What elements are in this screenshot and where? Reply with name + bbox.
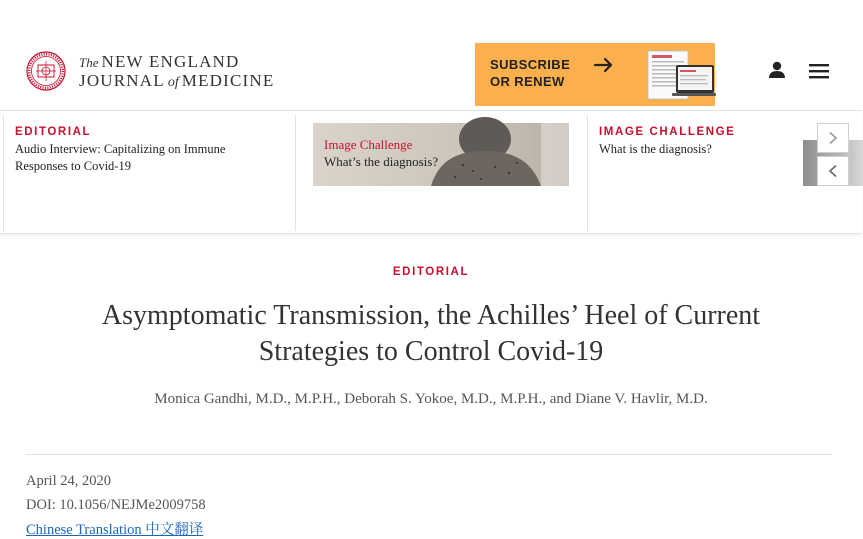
subscribe-banner[interactable] <box>475 43 715 106</box>
chevron-right-icon <box>827 131 839 145</box>
chevron-left-icon <box>827 164 839 178</box>
wordmark-new-england: NEW ENGLAND <box>101 51 240 71</box>
carousel-item-title[interactable]: Audio Interview: Capitalizing on Immune Responses to Covid-19 <box>15 142 226 173</box>
carousel-next-button[interactable] <box>817 123 849 153</box>
site-header <box>0 0 862 111</box>
image-challenge-banner[interactable] <box>313 123 569 186</box>
subscribe-line-2: OR RENEW <box>490 74 565 89</box>
article-doi: DOI: 10.1056/NEJMe2009758 <box>26 497 206 513</box>
image-challenge-heading: Image Challenge <box>324 137 413 152</box>
divider <box>26 454 832 455</box>
wordmark-line-1 <box>79 53 274 70</box>
translation-link-text[interactable]: 中文翻译 <box>145 522 204 538</box>
article-category[interactable]: EDITORIAL <box>392 266 470 278</box>
menu-icon[interactable] <box>807 60 831 82</box>
carousel-item-audio-interview[interactable] <box>3 115 295 231</box>
article-title: Asymptomatic Transmission, the Achilles’ Heel of Current Strategies to Control Covid-19 <box>101 300 761 367</box>
wordmark-medicine: MEDICINE <box>181 70 275 90</box>
nejm-wordmark <box>79 53 274 90</box>
carousel-prev-button[interactable] <box>817 156 849 186</box>
carousel-card-text <box>15 126 235 175</box>
subscribe-line-1: SUBSCRIBE <box>490 57 571 72</box>
wordmark-of: of <box>167 74 179 90</box>
article-authors[interactable]: Monica Gandhi, M.D., M.P.H., Deborah S. Yokoe, M.D., M.P.H., and Diane V. Havlir, M.D. <box>154 391 708 407</box>
carousel-item-title[interactable]: What is the diagnosis? <box>599 142 712 156</box>
arrow-right-icon <box>593 57 615 73</box>
devices-icon <box>646 49 716 101</box>
wordmark-journal: JOURNAL <box>79 70 165 90</box>
subscribe-text <box>490 56 570 90</box>
translation-label[interactable]: Chinese Translation <box>26 522 142 538</box>
wordmark-line-2 <box>79 72 274 90</box>
nejm-logo[interactable] <box>26 51 274 91</box>
user-icon[interactable] <box>766 59 788 81</box>
carousel-item-category: IMAGE CHALLENGE <box>599 126 736 138</box>
featured-carousel <box>0 111 862 234</box>
carousel-item-category: EDITORIAL <box>15 126 92 138</box>
carousel-item-image-challenge-banner[interactable] <box>295 115 587 231</box>
chinese-translation-link[interactable] <box>26 518 203 539</box>
carousel-card-text <box>599 126 819 158</box>
nejm-seal-icon <box>26 51 66 91</box>
wordmark-the: The <box>79 54 99 70</box>
article-date: April 24, 2020 <box>26 473 111 489</box>
image-challenge-question: What’s the diagnosis? <box>324 154 439 169</box>
